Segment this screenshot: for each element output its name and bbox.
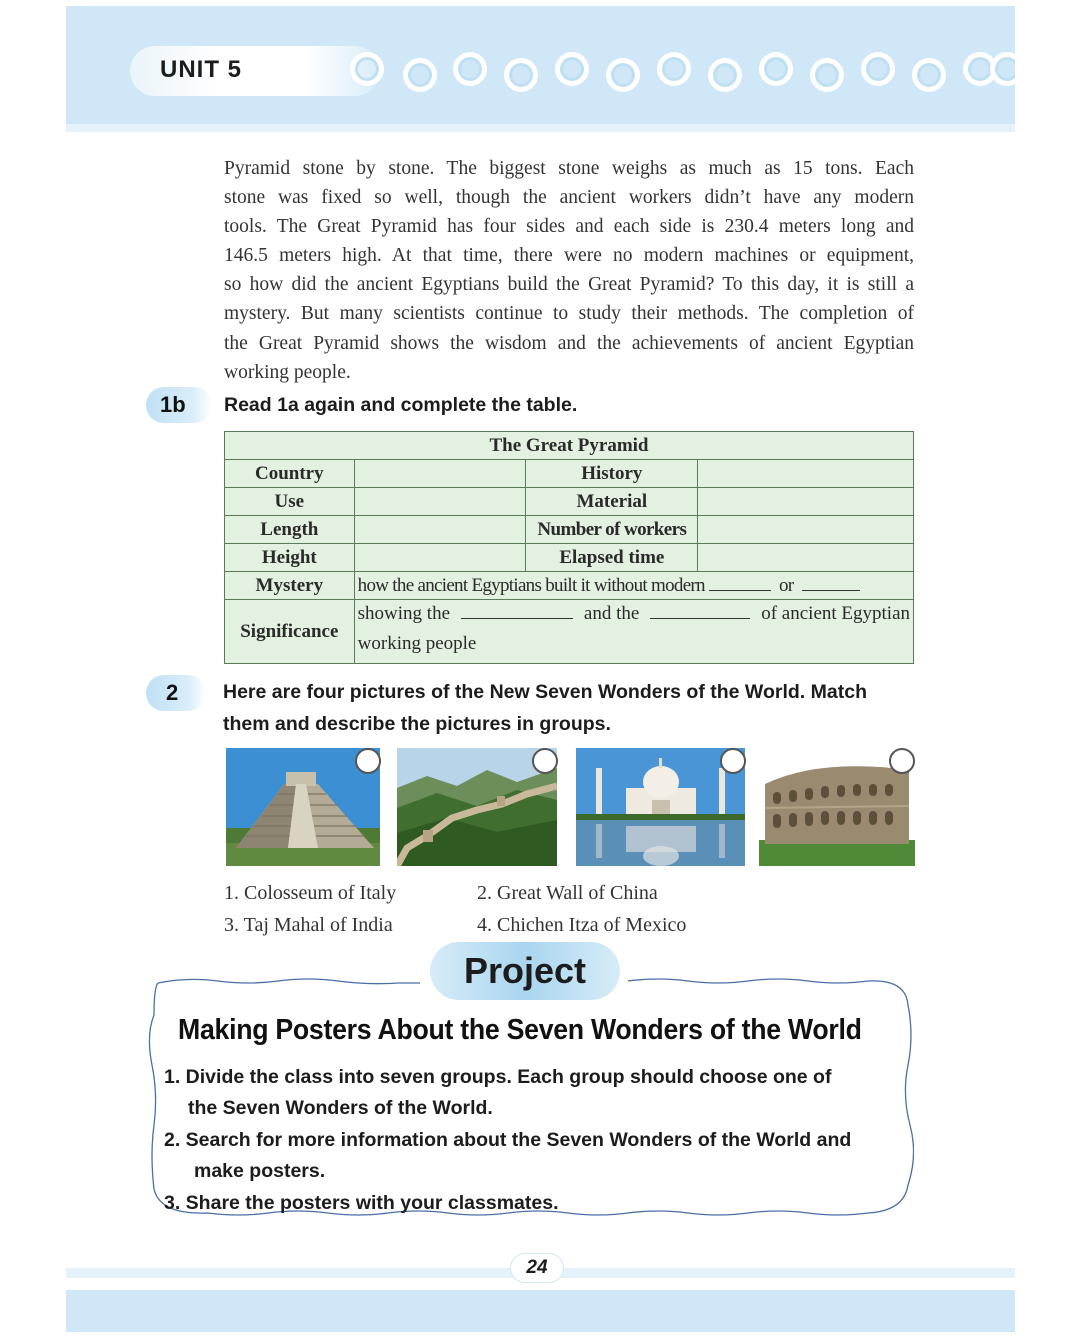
match-circle[interactable]: [355, 748, 381, 774]
table-answer-cell[interactable]: [354, 516, 526, 544]
table-label-length: Length: [225, 516, 355, 544]
footer-band: [66, 1290, 1015, 1332]
project-step-continued: make posters.: [194, 1160, 326, 1182]
passage-line: the Great Pyramid shows the wisdom and the achievements of ancient Egyptian: [224, 332, 914, 354]
header-divider: [66, 124, 1015, 132]
option-item: 3. Taj Mahal of India: [224, 914, 393, 936]
great-pyramid-table: [224, 431, 914, 664]
mystery-or: or: [779, 574, 794, 596]
table-answer-cell[interactable]: [698, 460, 914, 488]
project-step: 2. Search for more information about the Seven Wonders of the World and: [164, 1129, 852, 1151]
exercise-badge-2: 2: [146, 675, 206, 711]
passage-line: 146.5 meters high. At that time, there were no modern machines or equipment,: [224, 245, 914, 267]
table-label-country: Country: [225, 460, 355, 488]
table-row: [225, 572, 914, 600]
table-answer-cell[interactable]: [698, 544, 914, 572]
table-answer-cell[interactable]: [698, 516, 914, 544]
passage-line: stone was fixed so well, though the ancient workers didn’t have any modern: [224, 187, 914, 209]
option-item: 1. Colosseum of Italy: [224, 882, 397, 904]
table-label-history: History: [526, 460, 698, 488]
significance-cell: [354, 600, 913, 664]
answer-blank[interactable]: [802, 575, 860, 591]
passage-line: tools. The Great Pyramid has four sides and each side is 230.4 meters long and: [224, 216, 914, 238]
exercise-badge-1b: 1b: [146, 387, 212, 423]
match-circle[interactable]: [720, 748, 746, 774]
table-answer-cell[interactable]: [354, 544, 526, 572]
significance-text: and the: [583, 603, 640, 624]
passage-line: working people.: [224, 361, 351, 383]
table-label-height: Height: [225, 544, 355, 572]
mystery-cell: [354, 572, 913, 600]
passage-line: Pyramid stone by stone. The biggest stone weighs as much as 15 tons. Each: [224, 158, 914, 179]
passage-line: mystery. But many scientists continue to study their methods. The completion of: [224, 303, 914, 325]
unit-title: UNIT 5: [160, 56, 243, 83]
project-label: Project: [430, 942, 620, 1000]
table-label-significance: Significance: [225, 600, 355, 664]
significance-text: working people: [357, 633, 477, 654]
table-answer-cell[interactable]: [354, 460, 526, 488]
table-row: [225, 516, 914, 544]
project-step-continued: the Seven Wonders of the World.: [188, 1097, 493, 1119]
mystery-text: how the ancient Egyptians built it without modern: [357, 574, 705, 596]
table-label-use: Use: [225, 488, 355, 516]
table-caption: The Great Pyramid: [225, 432, 914, 460]
project-step: 3. Share the posters with your classmates.: [164, 1192, 559, 1214]
table-label-elapsed-time: Elapsed time: [526, 544, 698, 572]
table-answer-cell[interactable]: [354, 488, 526, 516]
table-label-material: Material: [526, 488, 698, 516]
project-step: 1. Divide the class into seven groups. Each group should choose one of: [164, 1066, 832, 1088]
table-answer-cell[interactable]: [698, 488, 914, 516]
exercise-2-instruction-line1: Here are four pictures of the New Seven Wonders of the World. Match: [223, 681, 867, 703]
passage-line: so how did the ancient Egyptians build the Great Pyramid? To this day, it is still a: [224, 274, 914, 296]
answer-blank[interactable]: [461, 603, 573, 619]
table-row: [225, 600, 914, 664]
table-row: [225, 488, 914, 516]
significance-text: showing the: [357, 603, 450, 624]
match-circle[interactable]: [889, 748, 915, 774]
option-item: 4. Chichen Itza of Mexico: [477, 914, 687, 936]
taj-mahal-photo: [576, 748, 745, 866]
table-label-mystery: Mystery: [225, 572, 355, 600]
significance-text: of ancient Egyptian: [761, 603, 910, 624]
option-item: 2. Great Wall of China: [477, 882, 658, 904]
match-circle[interactable]: [532, 748, 558, 774]
table-row: [225, 460, 914, 488]
table-label-number-of-workers: Number of workers: [526, 516, 698, 544]
decorative-rings: [348, 50, 1015, 94]
table-row: [225, 544, 914, 572]
reading-passage: [224, 154, 914, 387]
project-title: Making Posters About the Seven Wonders of the World: [178, 1014, 862, 1046]
answer-blank[interactable]: [650, 603, 750, 619]
answer-blank[interactable]: [709, 575, 771, 591]
exercise-2-instruction-line2: them and describe the pictures in groups.: [223, 713, 611, 735]
exercise-1b-instruction: Read 1a again and complete the table.: [224, 394, 578, 416]
page-number: 24: [510, 1253, 564, 1283]
